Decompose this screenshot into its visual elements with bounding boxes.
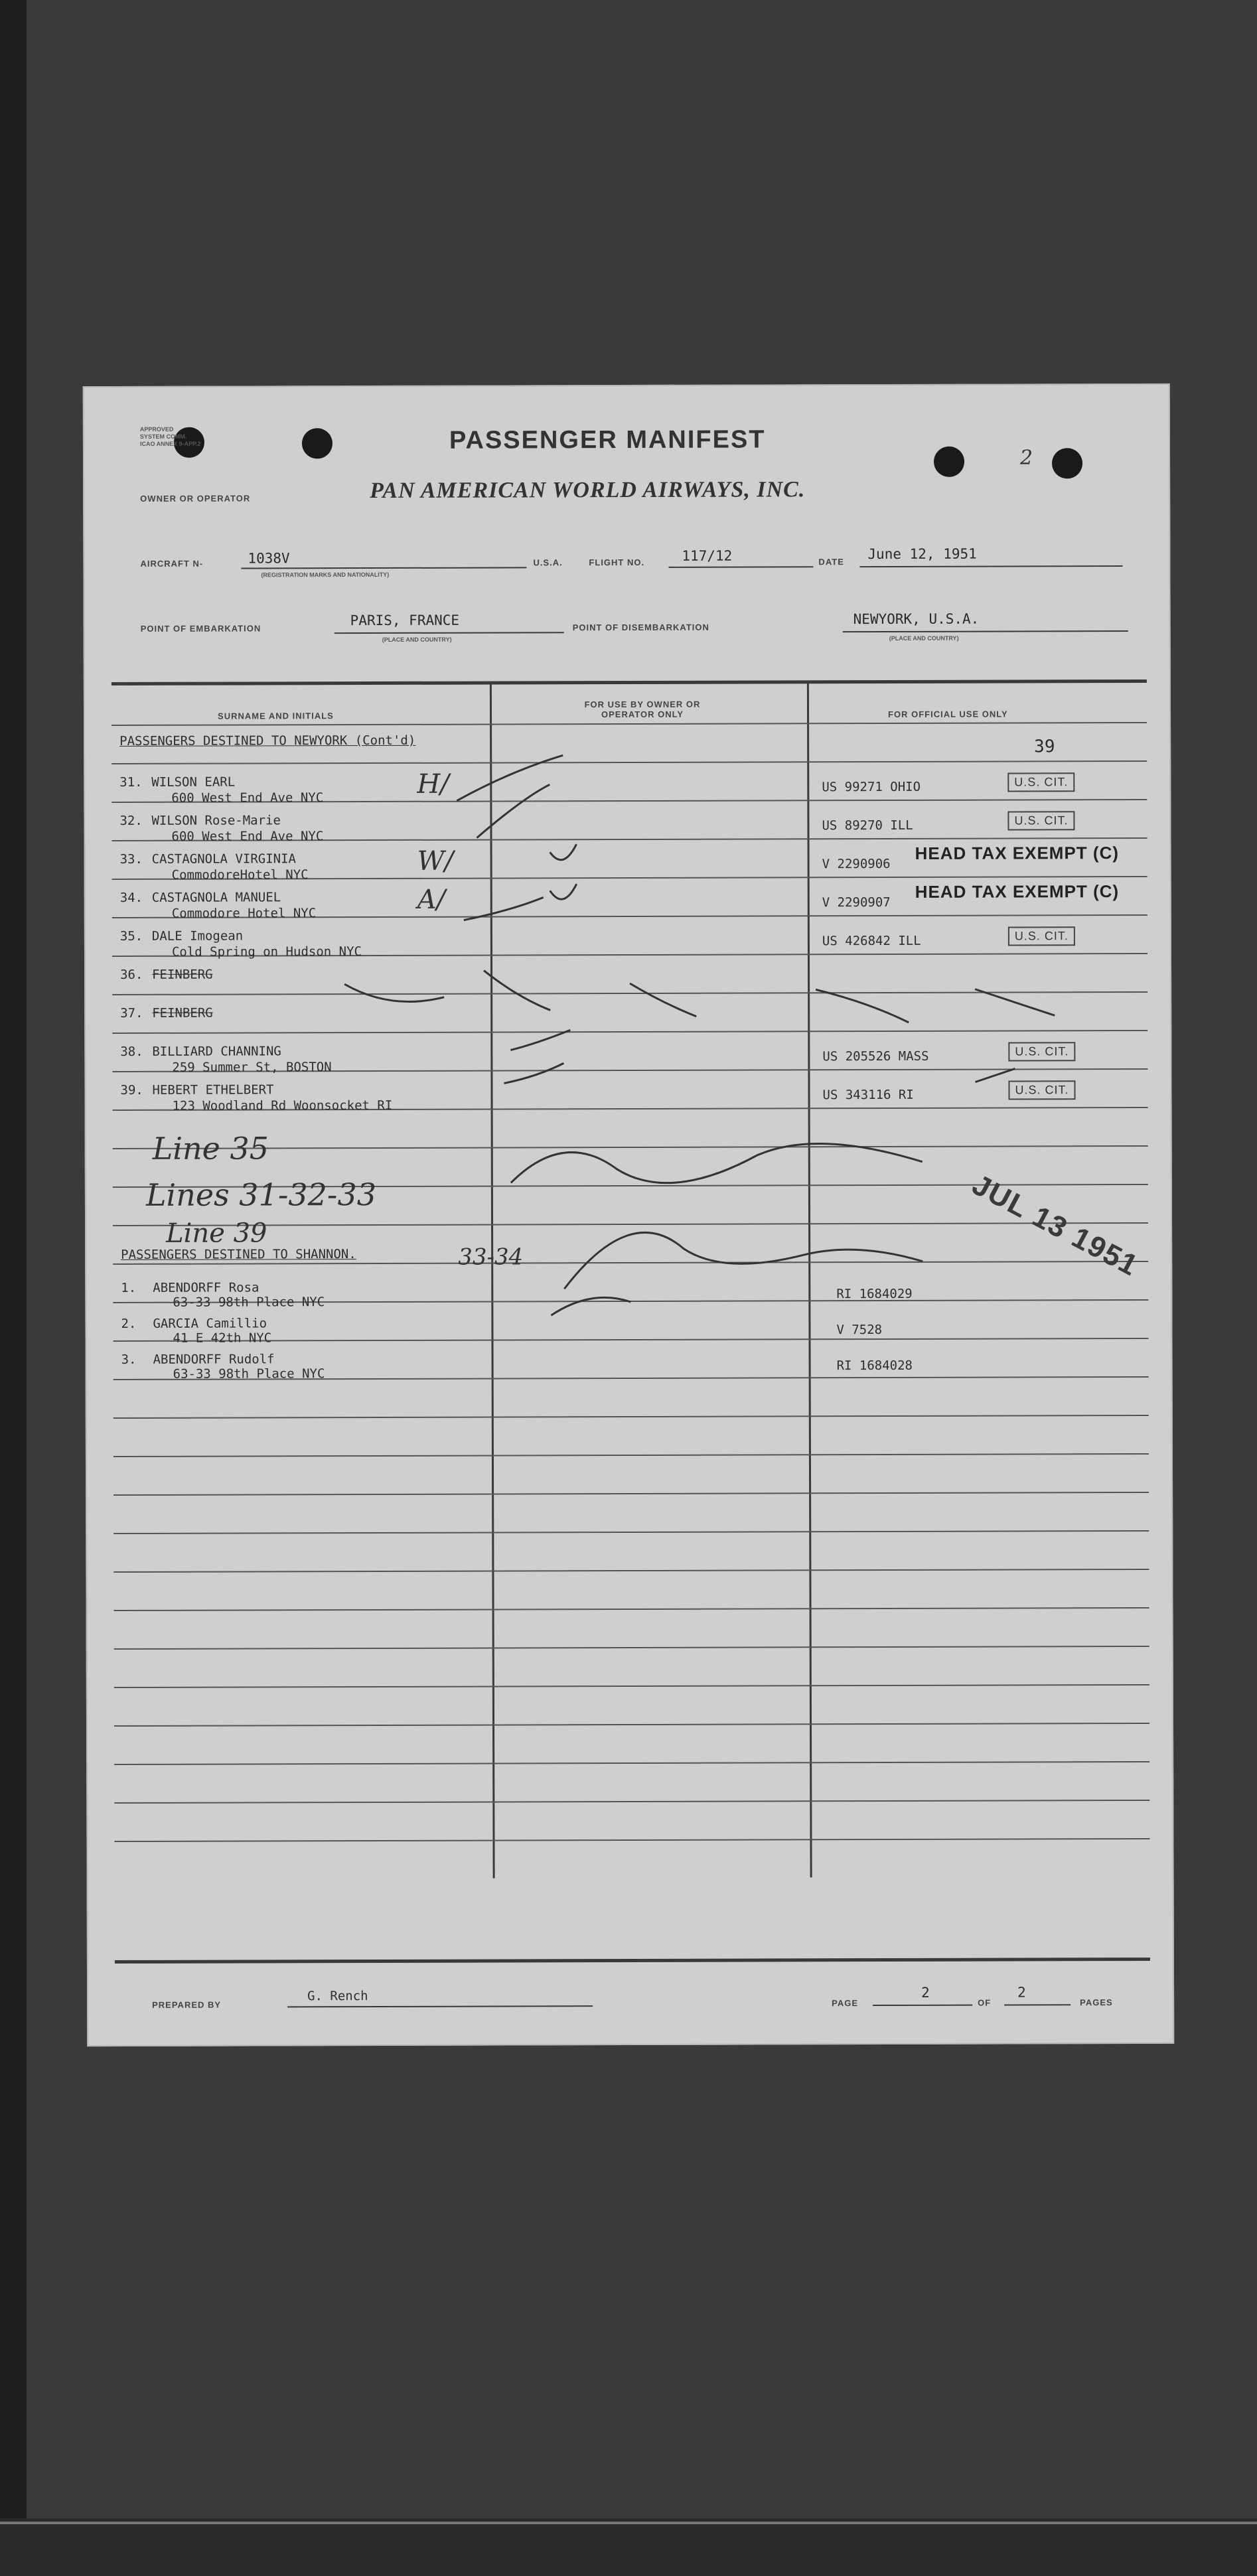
passenger-number: 32. [119,813,143,829]
passenger-address: 63-33 98th Place NYC [173,1295,325,1310]
owner-label: OWNER OR OPERATOR [140,493,251,504]
passenger-name: FEINBERG [152,967,213,982]
approval-text: APPROVED [139,425,174,433]
company-name: PAN AMERICAN WORLD AIRWAYS, INC. [370,477,806,504]
passport-entry: RI 1684029 [836,1286,913,1302]
page-rule [873,2005,972,2006]
passenger-number: 34. [119,890,143,906]
passenger-number: 31. [119,774,143,790]
passenger-name: DALE Imogean [151,928,244,944]
handwritten-note: 33-34 [458,1244,524,1271]
passenger-number: 3. [121,1352,137,1368]
passenger-address: 259 Summer St, BOSTON [172,1060,332,1075]
status-stamp: U.S. CIT. [1007,811,1074,830]
section-newyork: PASSENGERS DESTINED TO NEWYORK (Cont'd) [119,733,416,749]
date-stamp: JUL 13 1951 [966,1168,1144,1283]
margin-mark: 2 [1019,446,1033,470]
col-surname-header: SURNAME AND INITIALS [218,711,334,721]
status-stamp: U.S. CIT. [1008,926,1075,946]
scan-bottom [0,2518,1257,2576]
passenger-address: 600 West End Ave NYC [171,790,324,806]
passport-entry: US 205526 MASS [822,1048,929,1064]
passenger-number: 2. [121,1316,137,1332]
disembark-label: POINT OF DISEMBARKATION [572,622,709,633]
flight-no-value: 117/12 [682,547,733,564]
passport-entry: US 89270 ILL [822,818,913,833]
passenger-number: 33. [119,851,143,867]
passenger-number: 39. [120,1082,143,1098]
disembark-caption: (PLACE AND COUNTRY) [889,634,959,642]
system-text: SYSTEM COMM. [139,433,187,440]
passenger-number: 1. [121,1280,137,1296]
usa-label: U.S.A. [533,557,563,568]
strike-mark [344,984,444,1002]
status-stamp: U.S. CIT. [1007,772,1074,792]
handwritten-note: Line 35 [152,1130,269,1167]
shannon-row [86,1314,1171,1352]
passenger-address: 123 Woodland Rd Woonsocket RI [172,1098,393,1113]
passport-entry: RI 1684028 [836,1358,913,1374]
scan-line [0,2522,1257,2524]
col-official-header: FOR OFFICIAL USE ONLY [888,709,1008,719]
date-label: DATE [818,557,844,567]
strike-mark [816,989,909,1023]
shannon-row [87,1350,1171,1388]
prepared-by: G. Rench [307,1989,368,2004]
check-mark [550,884,577,899]
owner-mark: A/ [417,884,446,915]
date-value: June 12, 1951 [867,545,977,563]
passport-entry: US 426842 ILL [822,933,921,949]
total-rule [1004,2004,1071,2005]
section-shannon: PASSENGERS DESTINED TO SHANNON. [121,1247,356,1263]
passport-entry: V 2290906 [822,856,891,872]
passenger-number: 36. [120,967,143,983]
embark-caption: (PLACE AND COUNTRY) [382,636,452,643]
passenger-name: ABENDORFF Rudolf [153,1352,275,1367]
of-label: OF [978,1997,992,2008]
check-mark [975,1068,1015,1082]
status-stamp: U.S. CIT. [1008,1080,1075,1100]
embark-value: PARIS, FRANCE [350,612,460,629]
handwritten-note: Line 39 [166,1218,267,1249]
manifest-sheet [83,384,1175,2046]
page-number: 2 [921,1984,930,2001]
passenger-number: 35. [119,928,143,944]
passenger-address: CommodoreHotel NYC [171,867,309,883]
handwritten-note: Lines 31-32-33 [145,1176,377,1213]
status-stamp: HEAD TAX EXEMPT (C) [915,881,1120,902]
disembark-value: NEWYORK, U.S.A. [853,610,980,628]
flight-no-label: FLIGHT NO. [589,557,645,568]
passenger-name: BILLIARD CHANNING [152,1044,281,1059]
passport-entry: US 99271 OHIO [822,779,921,795]
status-stamp: HEAD TAX EXEMPT (C) [915,843,1120,863]
registration-caption: (REGISTRATION MARKS AND NATIONALITY) [261,571,390,579]
passenger-name: HEBERT ETHELBERT [152,1082,274,1098]
passenger-address: 600 West End Ave NYC [171,829,324,844]
owner-mark: H/ [417,768,449,800]
check-mark [510,1030,570,1050]
page-title: PASSENGER MANIFEST [449,425,766,455]
passport-entry: V 2290907 [822,894,891,910]
passenger-address: 63-33 98th Place NYC [173,1366,325,1382]
passenger-number: 37. [120,1005,143,1021]
passenger-address: Commodore Hotel NYC [171,906,317,921]
page-total: 2 [1017,1984,1026,2001]
check-mark [550,844,577,860]
passport-entry: V 7528 [836,1323,883,1338]
passenger-name: WILSON Rose-Marie [151,813,281,828]
signature [511,1143,923,1183]
strike-mark [975,989,1055,1015]
official-count: 39 [1034,737,1055,757]
strike-mark [630,983,696,1017]
passenger-name: WILSON EARL [151,774,236,790]
passenger-name: CASTAGNOLA VIRGINIA [151,851,296,867]
aircraft-label: AIRCRAFT N- [140,558,204,569]
strike-mark [484,970,550,1010]
passenger-name: CASTAGNOLA MANUEL [151,890,281,905]
owner-mark: W/ [417,845,454,877]
pages-label: PAGES [1080,1997,1113,2008]
scan-edge [0,0,27,2576]
passenger-address: 41 E 42th NYC [173,1330,272,1346]
icao-text: ICAO ANNEX 9-APP.2 [139,440,201,447]
passenger-name: ABENDORFF Rosa [153,1280,259,1295]
passenger-address: Cold Spring on Hudson NYC [171,944,362,960]
shannon-row [86,1278,1171,1317]
passenger-number: 38. [120,1044,143,1060]
check-mark [504,1063,563,1083]
passport-entry: US 343116 RI [822,1087,914,1103]
embark-label: POINT OF EMBARKATION [140,623,261,634]
passenger-name: FEINBERG [152,1005,213,1021]
check-mark [457,755,563,800]
status-stamp: U.S. CIT. [1008,1042,1075,1061]
page-label: PAGE [832,1998,859,2009]
aircraft-value: 1038V [248,550,290,567]
prepared-label: PREPARED BY [152,1999,222,2010]
check-mark [477,784,550,837]
col-owner-header: FOR USE BY OWNER OR OPERATOR ONLY [584,699,701,720]
check-mark [464,897,544,920]
passenger-name: GARCIA Camillio [153,1316,267,1331]
